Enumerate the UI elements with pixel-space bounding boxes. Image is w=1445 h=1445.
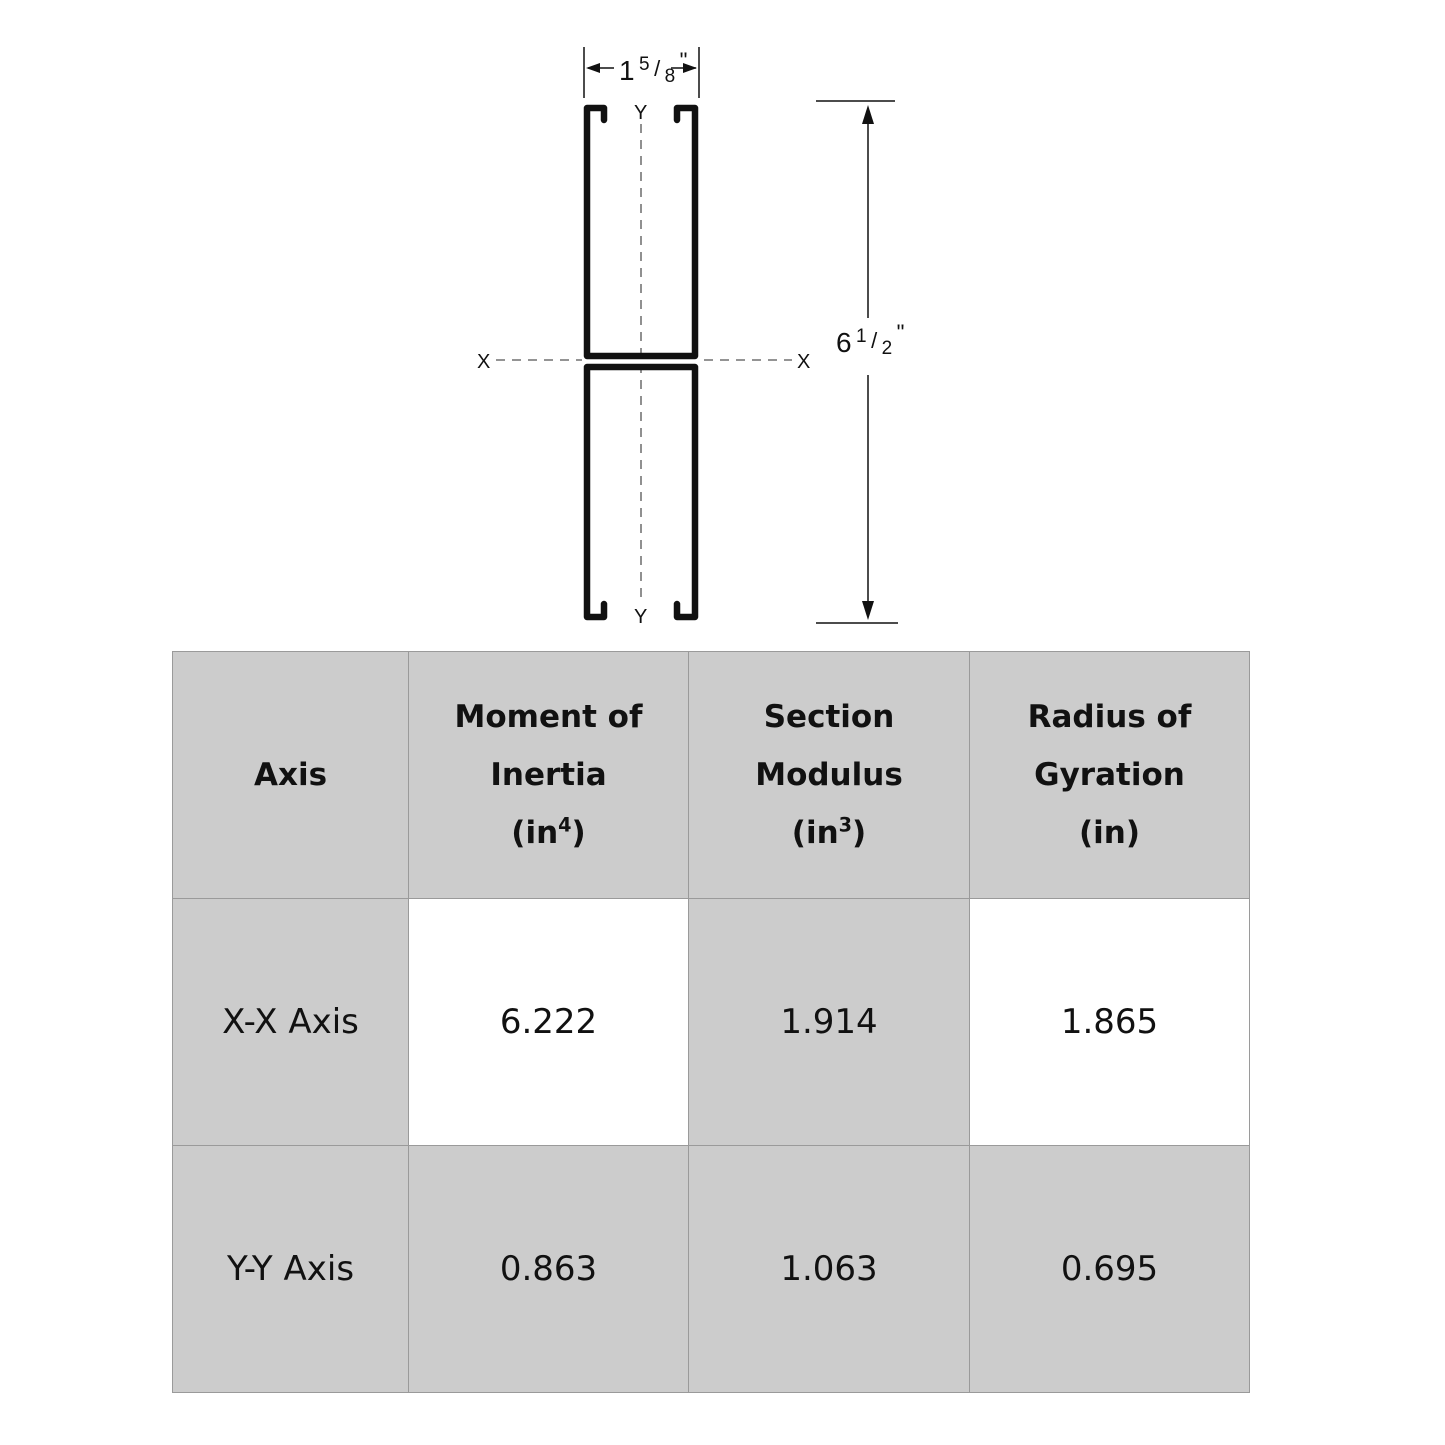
- section-modulus-value: 1.914: [689, 899, 970, 1146]
- section-properties-table: [172, 651, 1250, 1393]
- header-axis: Axis: [173, 652, 409, 899]
- moment-of-inertia-value: 6.222: [409, 899, 689, 1146]
- channel-cross-section-diagram: [0, 0, 1445, 650]
- y-axis-label-bottom: Y: [634, 606, 648, 628]
- table-row: [173, 899, 1250, 1146]
- header-radius-of-gyration: Radius of Gyration (in): [970, 652, 1250, 899]
- height-label: 6 1 / 2 ": [836, 320, 905, 359]
- row-axis-label: X-X Axis: [173, 899, 409, 1146]
- radius-of-gyration-value: 0.695: [970, 1146, 1250, 1393]
- y-axis-label-top: Y: [634, 102, 648, 124]
- width-dimension: [584, 47, 699, 98]
- header-moment-of-inertia: Moment of Inertia $(in^4)$: [409, 652, 689, 899]
- row-axis-label: Y-Y Axis: [173, 1146, 409, 1393]
- x-axis-label-left: X: [477, 351, 491, 373]
- radius-of-gyration-value: 1.865: [970, 899, 1250, 1146]
- header-section-modulus: Section Modulus $(in^3)$: [689, 652, 970, 899]
- width-label: 1 5 / 8 ": [619, 48, 688, 87]
- table-row: [173, 1146, 1250, 1393]
- x-axis-label-right: X: [797, 351, 811, 373]
- moment-of-inertia-value: 0.863: [409, 1146, 689, 1393]
- table-header-row: [173, 652, 1250, 899]
- height-dimension: [816, 101, 904, 623]
- section-modulus-value: 1.063: [689, 1146, 970, 1393]
